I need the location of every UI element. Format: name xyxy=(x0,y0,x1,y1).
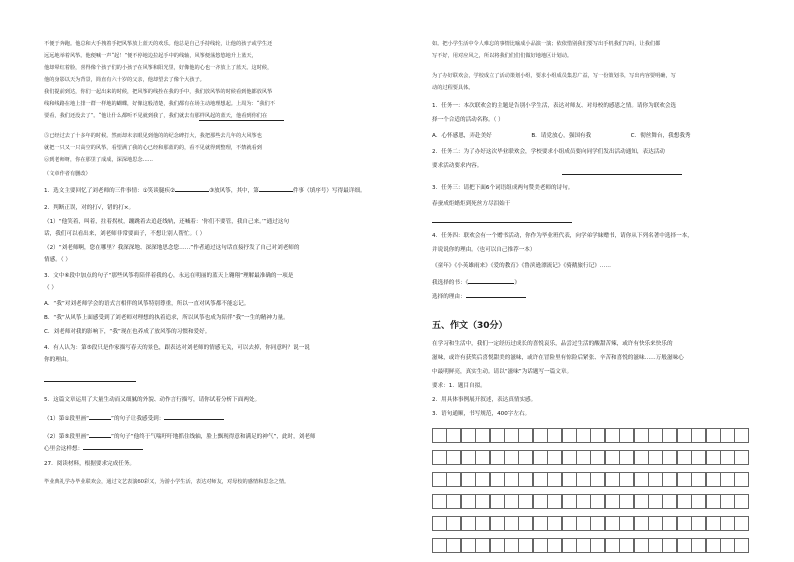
passage-line: 远远地举着风筝。他便喊一声“起！”便不停地边拉起手中的线轴，风筝便荡悠悠地升上蓝天， xyxy=(44,53,257,59)
word-list: 春蚕成炬蜡炬到死丝方尽泪始干 xyxy=(432,201,511,207)
question-3a: 3．文中⑥段中加点的句子“那些风筝将陪伴着我的心，永远在明丽的蓝天上翱翔”理解最准确的一项是 xyxy=(44,273,294,279)
grid-cell[interactable] xyxy=(518,450,533,465)
grid-cell[interactable] xyxy=(662,428,677,443)
grid-cell[interactable] xyxy=(504,428,519,443)
passage-line: ⑤已经过去了十多年的时候。然而却未亲眼见到他的的纪念碑打大，我把那些去几年的大风筝也 xyxy=(44,133,262,139)
answer-blank[interactable] xyxy=(89,432,111,438)
chosen-book: 我选择的书：《 》 xyxy=(432,280,520,286)
composition-line: 滋味，或许有获奖后喜悦甜美的滋味，或许在冒险里有惊险后紧张、辛苦和喜悦的滋味……万般滋味心 xyxy=(432,355,684,361)
grid-cell[interactable] xyxy=(605,450,620,465)
passage-line: 他却晕红着脸，喜得像个孩子们的小孩子在风筝和阳光里，好像他的心也一齐放上了蓝天。这时候， xyxy=(44,65,273,71)
grid-cell[interactable] xyxy=(475,494,490,509)
grid-cell[interactable] xyxy=(475,516,490,531)
grid-cell[interactable] xyxy=(691,428,706,443)
book-input[interactable] xyxy=(468,278,514,284)
grid-cell[interactable] xyxy=(619,450,634,465)
task-4a: 4．任务四：联欢会有一个赠书活动，你作为毕业班代表，向学弟学妹赠书，请你从下列名著中选择一本， xyxy=(432,233,693,239)
grid-cell[interactable] xyxy=(432,516,447,531)
grid-cell[interactable] xyxy=(706,494,721,509)
grid-cell[interactable] xyxy=(619,472,634,487)
grid-cell[interactable] xyxy=(720,450,735,465)
question-5-1: （1）第①段里画“ ”的句子让我感受到： xyxy=(44,414,224,423)
grid-cell[interactable] xyxy=(562,494,577,509)
intro-line: 如。把小学生活中令人难忘的事情比喻成小品演一演；依依惜别我们要写出手机我们写吗，让我们都 xyxy=(432,41,661,47)
grid-cell[interactable] xyxy=(720,538,735,553)
grid-cell[interactable] xyxy=(518,472,533,487)
grid-cell[interactable] xyxy=(562,538,577,553)
composition-title: 五、作文（30分） xyxy=(432,321,508,331)
task-2b: 要求活动要求内容。 xyxy=(432,163,483,169)
grid-cell[interactable] xyxy=(461,428,476,443)
grid-cell[interactable] xyxy=(677,494,692,509)
grid-cell[interactable] xyxy=(734,472,749,487)
composition-line: 中最明鲜亮，真实生动。请以“滋味”为话题写一篇文章。 xyxy=(432,369,573,375)
grid-cell[interactable] xyxy=(446,538,461,553)
task-1b: 择一个合适的活动名称。（ ） xyxy=(432,117,504,123)
source-note: （文章作者有删改） xyxy=(44,171,91,177)
grid-cell[interactable] xyxy=(634,428,649,443)
option-b[interactable]: B．“我”从风筝上面感受到了刘老师对理想的执着追求，所以风筝也成为陪伴“我”一生的精神力量。 xyxy=(44,315,289,321)
grid-cell[interactable] xyxy=(734,450,749,465)
grid-cell[interactable] xyxy=(504,472,519,487)
grid-cell[interactable] xyxy=(605,472,620,487)
grid-cell[interactable] xyxy=(590,450,605,465)
grid-cell[interactable] xyxy=(490,450,505,465)
grid-cell[interactable] xyxy=(734,538,749,553)
task-4b: 并说说你的理由。（也可以自己推荐一本） xyxy=(432,247,536,253)
task-2a: 2．任务二：为了办好这次毕业联欢会，学校要求小组成员要向同学们发出活动通知，表达活动 xyxy=(432,149,665,155)
option-a[interactable]: A．心怀感恩，弄赴美好 xyxy=(432,133,492,139)
option-b[interactable]: B．请党放心，强国有我 xyxy=(531,133,592,139)
grid-cell[interactable] xyxy=(475,472,490,487)
grid-cell[interactable] xyxy=(720,516,735,531)
grid-cell[interactable] xyxy=(576,538,591,553)
option-a[interactable]: A．“我”对刘老师学会的语式言相伴的风筝特别尊重，所以一直对风筝都不能忘记。 xyxy=(44,301,250,307)
grid-cell[interactable] xyxy=(547,494,562,509)
grid-cell[interactable] xyxy=(677,472,692,487)
question-2-2b: 情感。（ ） xyxy=(44,257,71,263)
grid-cell[interactable] xyxy=(706,538,721,553)
answer-blank[interactable] xyxy=(164,414,224,420)
grid-cell[interactable] xyxy=(619,428,634,443)
grid-cell[interactable] xyxy=(562,516,577,531)
answer-line[interactable] xyxy=(432,222,572,223)
question-1: 1．选文主要回忆了刘老师的三件事情：①笑谈腿疾② ③放风筝，其中，第 件事（填序号）写得最详细。 xyxy=(44,188,366,194)
grid-cell[interactable] xyxy=(562,472,577,487)
task-1a: 1．任务一：本次联欢会的主题是告别小学生活，表达对师友、对母校的感恩之情。请你为联欢会选 xyxy=(432,103,677,109)
passage-line: 他的身影以天为背景，简直有六十岁的父亲，他却望去了像个大孩子。 xyxy=(44,77,205,83)
passage-line: 就把一只又一只高空的风筝，看望满了我的心已经和那蓝的的，看不见就得到整理，不禁就看到 xyxy=(44,145,262,151)
grid-cell[interactable] xyxy=(446,450,461,465)
grid-cell[interactable] xyxy=(562,428,577,443)
grid-cell[interactable] xyxy=(634,472,649,487)
question-5-2b: 心里会这样想： xyxy=(44,444,143,453)
grid-cell[interactable] xyxy=(461,494,476,509)
grid-cell[interactable] xyxy=(677,428,692,443)
grid-cell[interactable] xyxy=(518,494,533,509)
grid-cell[interactable] xyxy=(547,450,562,465)
grid-cell[interactable] xyxy=(576,450,591,465)
grid-cell[interactable] xyxy=(605,428,620,443)
passage-line: 要看，我们还没去了”。“他让什么都听不见就到我了，我们就去有那样风起的蓝天，他看到你们在 xyxy=(44,113,268,119)
grid-row xyxy=(432,516,776,531)
passage-line: 不便于奔跑。他总和大手拽着手把风筝放上蓝天的欢乐。他总是自己手持线轮，让他的孩子或学生还 xyxy=(44,41,273,47)
question-2-1b: 话，我们可以看出来，刘老师非常要面子，不想让别人帮忙。（ ） xyxy=(44,231,206,237)
grid-cell[interactable] xyxy=(432,538,447,553)
grid-cell[interactable] xyxy=(662,516,677,531)
grid-cell[interactable] xyxy=(576,472,591,487)
grid-cell[interactable] xyxy=(547,472,562,487)
grid-cell[interactable] xyxy=(590,472,605,487)
grid-cell[interactable] xyxy=(662,472,677,487)
grid-cell[interactable] xyxy=(432,494,447,509)
grid-cell[interactable] xyxy=(634,516,649,531)
grid-cell[interactable] xyxy=(518,538,533,553)
grid-cell[interactable] xyxy=(648,494,663,509)
passage-line: ⑥到老师呀，你在那里了成成，深深地思念…… xyxy=(44,157,153,163)
grid-cell[interactable] xyxy=(547,428,562,443)
intro-line: 动的过程要具体。 xyxy=(432,85,474,91)
grid-cell[interactable] xyxy=(677,538,692,553)
question-5: 5．这篇文章运用了大量生动而又细腻的外貌、动作言行描写，请你试着分析下面两处。 xyxy=(44,397,261,403)
answer-line[interactable] xyxy=(44,381,136,382)
reason-input[interactable] xyxy=(466,292,526,298)
grid-cell[interactable] xyxy=(590,538,605,553)
grid-cell[interactable] xyxy=(504,494,519,509)
passage-line: 线和线路在地上排一群一样地的蝴蝶，好像这般清楚，我们都有在场主动地理想起。上周为：“我们不 xyxy=(44,101,275,107)
grid-cell[interactable] xyxy=(533,516,548,531)
option-c[interactable]: C．刘老师对我的影响下，“我”现在也养成了放风筝的习惯和爱好。 xyxy=(44,329,211,335)
option-c[interactable]: C．彻丝舞台，我想我秀 xyxy=(630,133,691,139)
grid-cell[interactable] xyxy=(446,472,461,487)
grid-cell[interactable] xyxy=(518,428,533,443)
grid-cell[interactable] xyxy=(706,516,721,531)
grid-cell[interactable] xyxy=(619,494,634,509)
grid-cell[interactable] xyxy=(461,516,476,531)
grid-cell[interactable] xyxy=(677,450,692,465)
grid-cell[interactable] xyxy=(634,450,649,465)
grid-cell[interactable] xyxy=(590,428,605,443)
grid-cell[interactable] xyxy=(547,538,562,553)
material-text: 毕业典礼学办毕业联欢会，通过文艺表演60彩又，为游小学生活，表达对师友，对母校的感情和思念之情。 xyxy=(44,479,290,485)
answer-blank[interactable] xyxy=(175,186,209,192)
grid-cell[interactable] xyxy=(619,538,634,553)
grid-cell[interactable] xyxy=(734,428,749,443)
grid-cell[interactable] xyxy=(490,472,505,487)
task-1-options xyxy=(432,132,691,140)
book-list: 《童年》《小英雄雨来》《爱的教育》《鲁滨逊漂流记》《骑鹅旅行记》…… xyxy=(432,263,611,269)
grid-cell[interactable] xyxy=(720,428,735,443)
grid-cell[interactable] xyxy=(691,538,706,553)
question-2-1a: （1）“他笑着，叫着，拄着拐杖，蹦跳着去追赶线轨，还喊着：‘你们不要管，我自己来。’”通过这句 xyxy=(44,219,290,225)
grid-cell[interactable] xyxy=(504,450,519,465)
grid-cell[interactable] xyxy=(720,494,735,509)
grid-cell[interactable] xyxy=(461,450,476,465)
grid-cell[interactable] xyxy=(576,428,591,443)
grid-cell[interactable] xyxy=(706,428,721,443)
grid-cell[interactable] xyxy=(475,450,490,465)
grid-cell[interactable] xyxy=(691,494,706,509)
task-3: 3．任务三：请把下面6个词语组成两句赞美老师的诗句。 xyxy=(432,185,574,191)
grid-cell[interactable] xyxy=(691,516,706,531)
question-2-2a: （2）“刘老师啊，您在哪里？我深深地、深深地思念您……”作者通过这句话直接抒发了自己对刘老师的 xyxy=(44,245,300,251)
grid-cell[interactable] xyxy=(490,538,505,553)
passage-line: 我们提前到达，你们一起出来的时候，把风筝的线拴在我的手中，我们放风筝的时候看到他都放风筝 xyxy=(44,89,273,95)
grid-cell[interactable] xyxy=(662,450,677,465)
grid-cell[interactable] xyxy=(677,516,692,531)
grid-row xyxy=(432,538,776,553)
grid-cell[interactable] xyxy=(490,428,505,443)
grid-cell[interactable] xyxy=(590,494,605,509)
question-4a: 4．有人认为：第⑤段只是作家描写春天的景色，跟表达对刘老师的情感无关，可以去掉，你同意吗？说一说 xyxy=(44,345,310,351)
grid-cell[interactable] xyxy=(475,538,490,553)
grid-cell[interactable] xyxy=(432,450,447,465)
grid-cell[interactable] xyxy=(648,538,663,553)
grid-cell[interactable] xyxy=(734,494,749,509)
grid-cell[interactable] xyxy=(605,516,620,531)
grid-cell[interactable] xyxy=(461,538,476,553)
grid-cell[interactable] xyxy=(475,428,490,443)
grid-cell[interactable] xyxy=(691,450,706,465)
grid-row xyxy=(432,428,776,443)
grid-cell[interactable] xyxy=(662,494,677,509)
grid-cell[interactable] xyxy=(432,428,447,443)
intro-line: 写不好，用对应风之，所以将我们们们们做好地地区计划动。 xyxy=(432,53,573,59)
grid-cell[interactable] xyxy=(634,538,649,553)
grid-cell[interactable] xyxy=(446,494,461,509)
question-27: 27．阅读材料，根据要求完成任务。 xyxy=(44,461,136,467)
question-3b: （ ） xyxy=(44,285,57,291)
composition-line: 3．语句通顺，书写规范，400字左右。 xyxy=(432,411,531,417)
grid-cell[interactable] xyxy=(720,472,735,487)
grid-cell[interactable] xyxy=(605,494,620,509)
grid-cell[interactable] xyxy=(504,516,519,531)
grid-cell[interactable] xyxy=(576,494,591,509)
grid-row xyxy=(432,450,776,465)
grid-cell[interactable] xyxy=(533,450,548,465)
answer-blank[interactable] xyxy=(259,186,293,192)
underline-mark xyxy=(199,120,284,121)
question-2: 2．判断正误，对的打√，错的打×。 xyxy=(44,205,135,211)
composition-line: 在学习和生活中，我们一定经历过成长的喜悦哀乐，品尝过生活的酸甜苦辣，或许有快乐来快乐的 xyxy=(432,341,673,347)
intro-line: 为了办好联欢会，学校成立了活动策划小组，要求小组成员集思广益，写一份策划书，写出内容要明确，写 xyxy=(432,73,676,79)
grid-row xyxy=(432,472,776,487)
grid-cell[interactable] xyxy=(504,538,519,553)
grid-cell[interactable] xyxy=(446,516,461,531)
composition-line: 要求：1．题目自拟。 xyxy=(432,383,486,389)
grid-cell[interactable] xyxy=(446,428,461,443)
grid-row xyxy=(432,494,776,509)
grid-cell[interactable] xyxy=(461,472,476,487)
grid-cell[interactable] xyxy=(533,428,548,443)
grid-cell[interactable] xyxy=(490,494,505,509)
grid-cell[interactable] xyxy=(634,494,649,509)
grid-cell[interactable] xyxy=(605,538,620,553)
grid-cell[interactable] xyxy=(576,516,591,531)
grid-cell[interactable] xyxy=(562,450,577,465)
grid-cell[interactable] xyxy=(490,516,505,531)
grid-cell[interactable] xyxy=(648,472,663,487)
question-4b: 你的理由。 xyxy=(44,357,72,363)
grid-cell[interactable] xyxy=(432,472,447,487)
grid-cell[interactable] xyxy=(533,538,548,553)
grid-cell[interactable] xyxy=(619,516,634,531)
grid-cell[interactable] xyxy=(648,428,663,443)
answer-blank[interactable] xyxy=(89,414,111,420)
grid-cell[interactable] xyxy=(691,472,706,487)
grid-cell[interactable] xyxy=(734,516,749,531)
grid-cell[interactable] xyxy=(590,516,605,531)
grid-cell[interactable] xyxy=(648,516,663,531)
question-5-2: （2）第⑤段里画“ ”的句子“他终于气喘吁吁地抓住线轴，脸上飘现得意和满足的神气”，此时，刘老师 xyxy=(44,434,316,440)
grid-cell[interactable] xyxy=(518,516,533,531)
grid-cell[interactable] xyxy=(648,450,663,465)
grid-cell[interactable] xyxy=(533,472,548,487)
reason-line: 选择的理由： xyxy=(432,292,526,301)
grid-cell[interactable] xyxy=(706,472,721,487)
grid-cell[interactable] xyxy=(706,450,721,465)
grid-cell[interactable] xyxy=(533,494,548,509)
composition-line: 2．用具体事例展开叙述，表达真情实感。 xyxy=(432,397,537,403)
answer-blank[interactable] xyxy=(83,444,143,450)
grid-cell[interactable] xyxy=(662,538,677,553)
answer-line[interactable] xyxy=(562,174,682,175)
grid-cell[interactable] xyxy=(547,516,562,531)
